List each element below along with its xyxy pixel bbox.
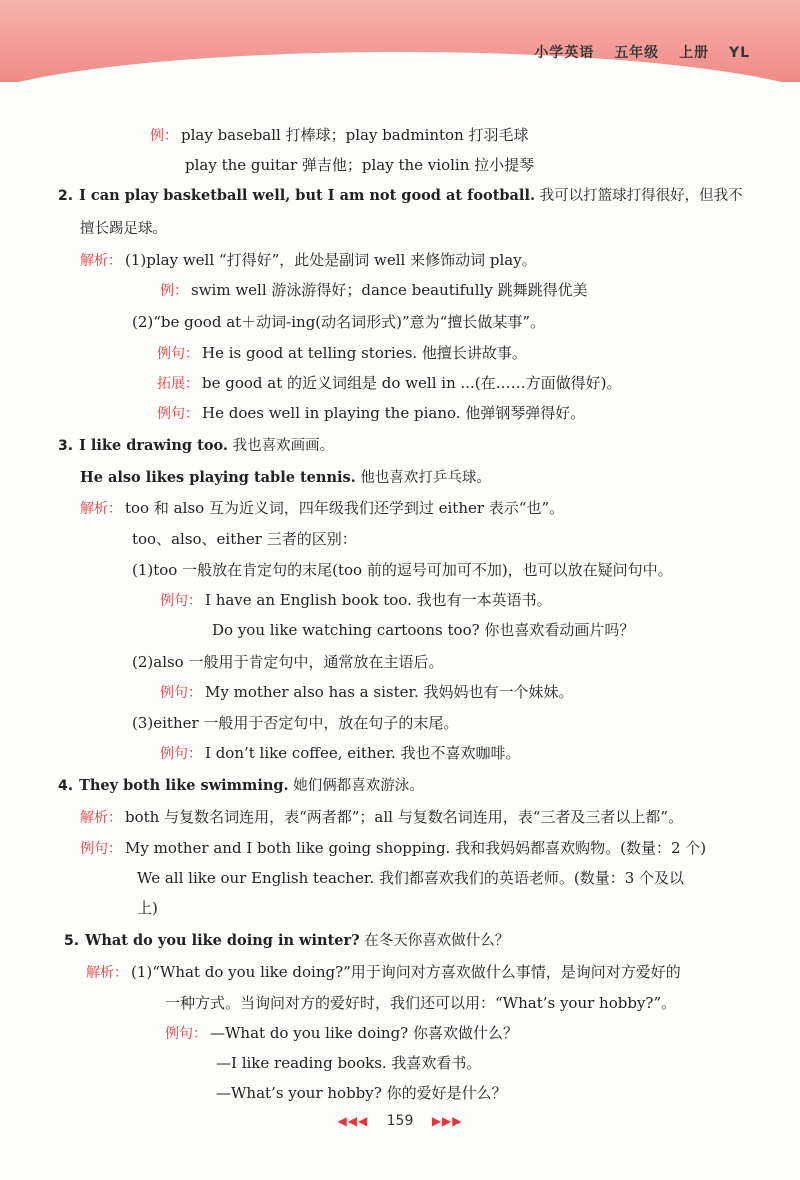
text-line: 例句： I have an English book too. 我也有一本英语书。 [160,591,552,609]
right-arrows-icon: ▶▶▶ [431,1114,463,1128]
text-line: 拓展： be good at 的近义词组是 do well in ...(在……方面做得好)。 [157,374,622,392]
item-heading: 4. They both like swimming. 她们俩都喜欢游泳。 [58,777,424,794]
text-line: Do you like watching cartoons too? 你也喜欢看动画片吗？ [212,621,635,639]
page-footer [0,1113,800,1129]
text-line: 例： play baseball 打棒球；play badminton 打羽毛球 [150,126,529,144]
text-line: —I like reading books. 我喜欢看书。 [216,1054,482,1072]
text-line: We all like our English teacher. 我们都喜欢我们的英语老师。(数量：3 个及以 [137,869,685,887]
item-heading: 2. I can play basketball well, but I am not good at football. 我可以打篮球打得很好，但我不 [58,187,743,204]
header-grade: 五年级 [614,45,660,61]
text-line: 一种方式。当询问对方的爱好时，我们还可以用：“What’s your hobby?”。 [165,994,677,1012]
item-heading: 3. I like drawing too. 我也喜欢画画。 [58,437,335,454]
left-arrows-icon: ◀◀◀ [337,1114,369,1128]
header-edition: YL [728,45,750,61]
text-line: —What’s your hobby? 你的爱好是什么？ [216,1084,507,1102]
text-line: 解析： (1)play well “打得好”，此处是副词 well 来修饰动词 play。 [80,251,537,269]
text-line: play the guitar 弹吉他；play the violin 拉小提琴 [185,156,535,174]
item-heading: 5. What do you like doing in winter? 在冬天你喜欢做什么？ [64,932,510,949]
text-line: 上) [137,899,158,917]
text-line: 解析： both 与复数名词连用，表“两者都”；all 与复数名词连用，表“三者及三者以上都”。 [80,808,684,826]
text-line: 例句： He does well in playing the piano. 他弹钢琴弹得好。 [157,404,586,422]
text-line: 例句： My mother also has a sister. 我妈妈也有一个妹妹。 [160,683,574,701]
text-line: too、also、either 三者的区别： [132,530,357,548]
text-line: 擅长踢足球。 [80,221,167,237]
header-volume: 上册 [679,45,710,61]
text-line: (1)too 一般放在肯定句的末尾(too 前的逗号可加可不加)，也可以放在疑问句中。 [132,561,673,579]
header-subject: 小学英语 [534,45,595,61]
text-line: 例句： I don’t like coffee, either. 我也不喜欢咖啡。 [160,744,521,762]
text-line: (2)also 一般用于肯定句中，通常放在主语后。 [132,653,444,671]
text-line: 解析： too 和 also 互为近义词，四年级我们还学到过 either 表示“也”。 [80,499,565,517]
running-header [520,42,750,62]
text-line: 解析： (1)“What do you like doing?”用于询问对方喜欢做什么事情，是询问对方爱好的 [86,963,681,981]
text-line: (2)“be good at＋动词-ing(动名词形式)”意为“擅长做某事”。 [132,313,546,331]
text-line: He also likes playing table tennis. 他也喜欢打乒乓球。 [80,469,491,486]
text-line: 例： swim well 游泳游得好；dance beautifully 跳舞跳得优美 [160,281,588,299]
text-line: 例句： My mother and I both like going shopping. 我和我妈妈都喜欢购物。(数量：2 个) [80,839,707,857]
text-line: 例句： He is good at telling stories. 他擅长讲故事。 [157,344,527,362]
text-line: 例句： —What do you like doing? 你喜欢做什么？ [165,1024,518,1042]
text-line: (3)either 一般用于否定句中，放在句子的末尾。 [132,714,459,732]
page-number: 159 [386,1113,414,1129]
